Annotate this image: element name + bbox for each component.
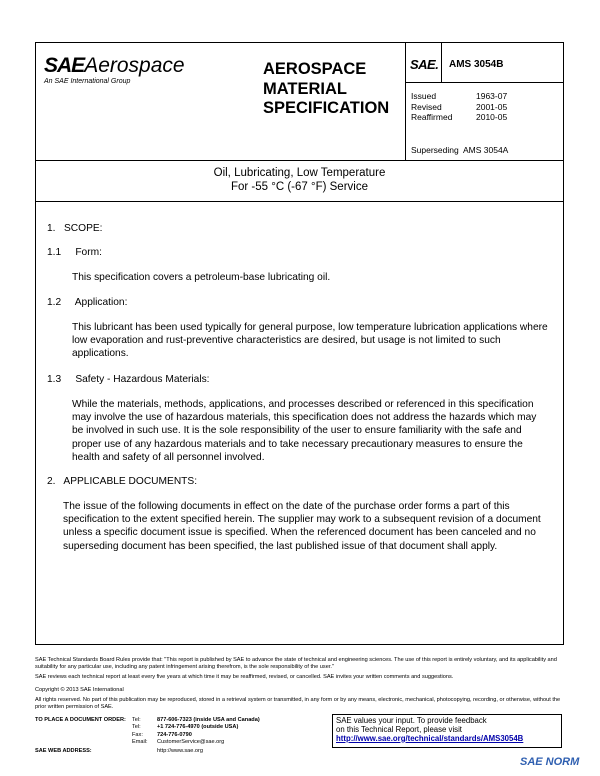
sae-aerospace-logo: SAEAerospace	[44, 54, 185, 77]
docnum-bottom-rule	[405, 82, 564, 83]
document-number: AMS 3054B	[449, 59, 504, 70]
contact-labels: Tel: Tel: Fax: Email:	[132, 717, 148, 745]
section-1-2-text: This lubricant has been used typically for general purpose, low temperature lubrication applications where low evaporation and rust-preventive characteristics are desired, but usage is not limited to such applications.	[72, 322, 548, 360]
header-bottom-rule	[35, 160, 564, 161]
email-link[interactable]: CustomerService@sae.org	[157, 738, 225, 745]
date-values: 1963-07 2001-05 2010-05	[476, 91, 508, 122]
web-address-link[interactable]: http://www.sae.org	[157, 748, 204, 754]
logo-tagline: An SAE International Group	[44, 78, 131, 85]
section-2-text: The issue of the following documents in effect on the date of the purchase order forms a part of this specification to the extent specified herein. The supplier may work to a subsequent revision of a document unless a specific document issue is specified. When the referenced document has been canceled and no superseding document has been specified, the last published issue of that document shall apply.	[63, 501, 541, 552]
section-1-heading: 1. SCOPE:	[47, 223, 103, 234]
order-label: TO PLACE A DOCUMENT ORDER:	[35, 717, 126, 723]
section-1-3-text: While the materials, methods, applications, and processes described or referenced in this specification may involve the use of hazardous materials, this specification does not address the hazards which may be involved in such use. It is the sole responsibility of the user to ensure familiarity with the safe and proper use of any hazardous materials and to take necessary precautionary measures to ensure the health and safety of all personnel involved.	[72, 399, 537, 463]
section-1-3-heading: 1.3 Safety - Hazardous Materials:	[47, 374, 210, 385]
section-1-1-text: This specification covers a petroleum-base lubricating oil.	[72, 272, 331, 283]
feedback-box: SAE values your input. To provide feedback on this Technical Report, please visit http://www.sae.org/technical/standards/AMS3054B	[332, 714, 562, 748]
footer-rules-text: SAE Technical Standards Board Rules provide that: "This report is published by SAE to advance the state of technical and engineering sciences. The use of this report is entirely voluntary, and its applicability and suitability for any particular use, including any patent infringement arising therefrom, is the sole responsibility of the user."	[35, 657, 557, 670]
sae-small-logo: SAE.	[410, 57, 439, 72]
section-2-heading: 2. APPLICABLE DOCUMENTS:	[47, 476, 198, 487]
footer-copyright: Copyright © 2013 SAE International	[35, 687, 124, 693]
feedback-link[interactable]: http://www.sae.org/technical/standards/AMS3054B	[336, 733, 524, 743]
superseding-note: Superseding AMS 3054A	[411, 145, 509, 155]
web-label: SAE WEB ADDRESS:	[35, 748, 92, 754]
header-divider	[405, 42, 406, 160]
section-1-1-heading: 1.1 Form:	[47, 247, 102, 258]
contact-values: 877-606-7323 (inside USA and Canada) +1 724-776-4970 (outside USA) 724-776-0790 CustomerService@sae.org	[157, 717, 260, 745]
footer-rights-text: All rights reserved. No part of this publication may be reproduced, stored in a retrieval system or transmitted, in any form or by any means, electronic, mechanical, photocopying, recording, or otherwise, without the prior written permission of SAE.	[35, 697, 561, 710]
sae-norm-watermark: SAE NORM	[520, 756, 580, 768]
small-logo-divider	[441, 42, 442, 82]
title-bottom-rule	[35, 201, 564, 202]
footer-review-text: SAE reviews each technical report at least every five years at which time it may be reaffirmed, revised, or cancelled. SAE invites your written comments and suggestions.	[35, 674, 454, 680]
date-labels: Issued Revised Reaffirmed	[411, 91, 453, 122]
section-1-2-heading: 1.2 Application:	[47, 297, 128, 308]
document-title: Oil, Lubricating, Low Temperature For -55 °C (-67 °F) Service	[213, 167, 386, 193]
document-type: AEROSPACE MATERIAL SPECIFICATION	[263, 60, 390, 117]
